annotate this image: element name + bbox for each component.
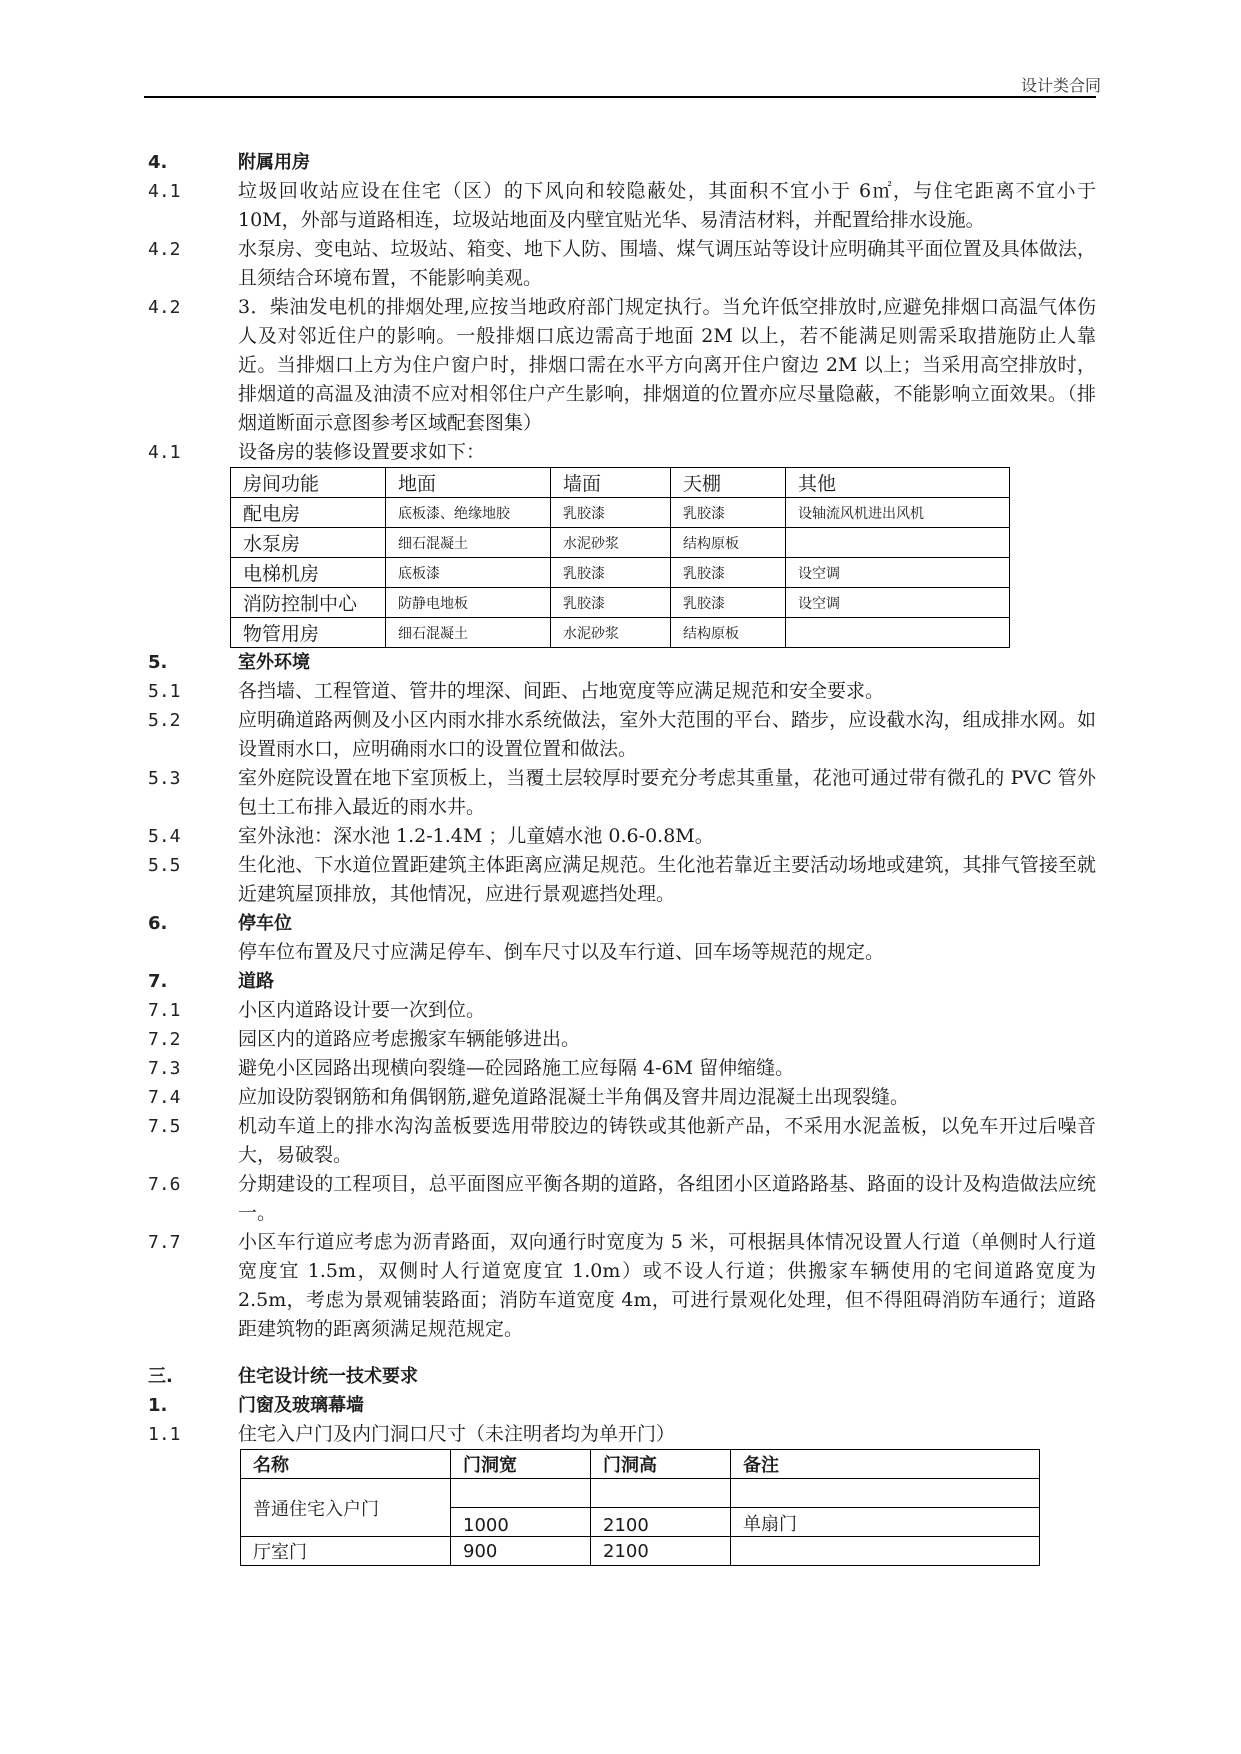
- table-header-cell: 房间功能: [231, 468, 386, 498]
- section-title: 道路: [238, 971, 274, 992]
- table-cell: 细石混凝土: [386, 528, 551, 558]
- clause-number: 1.1: [148, 1424, 181, 1445]
- clause-text: 住宅入户门及内门洞口尺寸（未注明者均为单开门）: [238, 1423, 676, 1445]
- table-cell: 水泵房: [231, 528, 386, 558]
- table-header-cell: 地面: [386, 468, 551, 498]
- clause-text: 室外庭院设置在地下室顶板上，当覆土层较厚时要充分考虑其重量，花池可通过带有微孔的 PVC 管外包土工布排入最近的雨水井。: [238, 767, 1096, 818]
- table-header-row: [241, 1450, 1040, 1479]
- clause: [148, 177, 1096, 235]
- table-cell-empty: [591, 1479, 731, 1508]
- clause-text: 室外泳池：深水池 1.2-1.4M ；儿童嬉水池 0.6-0.8M。: [238, 825, 714, 847]
- clause: [148, 1112, 1096, 1170]
- clause-text: 分期建设的工程项目，总平面图应平衡各期的道路，各组团小区道路路基、路面的设计及构造做法应统一。: [238, 1173, 1096, 1224]
- clause-text: 避免小区园路出现横向裂缝—砼园路施工应每隔 4-6M 留伸缩缝。: [238, 1057, 795, 1079]
- clause-text: 生化池、下水道位置距建筑主体距离应满足规范。生化池若靠近主要活动场地或建筑，其排气管接至就近建筑屋顶排放，其他情况，应进行景观遮挡处理。: [238, 854, 1096, 905]
- clause: [148, 235, 1096, 293]
- table-header-cell: 其他: [786, 468, 1010, 498]
- table-cell: 2100: [591, 1537, 731, 1566]
- table-row: [231, 618, 1010, 648]
- table-cell: 乳胶漆: [671, 588, 786, 618]
- section-heading: [148, 967, 1096, 996]
- clause-text: 小区车行道应考虑为沥青路面，双向通行时宽度为 5 米，可根据具体情况设置人行道（单侧时人行道宽度宜 1.5m，双侧时人行道宽度宜 1.0m）或不设人行道；供搬家车辆使用的宅间道路宽度为 2.5m，考虑为景观铺装路面；消防车道宽度 4m，可进行景观化处理，但不得阻碍消防车通行；道路距建筑物的距离须满足规范规定。: [238, 1231, 1096, 1340]
- table-cell: 乳胶漆: [671, 558, 786, 588]
- table-cell: 防静电地板: [386, 588, 551, 618]
- section-heading: [148, 148, 1096, 177]
- header-title: 设计类合同: [1020, 76, 1101, 95]
- table-cell: 乳胶漆: [671, 498, 786, 528]
- clause-text: 各挡墙、工程管道、管井的埋深、间距、占地宽度等应满足规范和安全要求。: [238, 680, 885, 702]
- table-row: [231, 498, 1010, 528]
- table-cell: 900: [451, 1537, 591, 1566]
- clause-number: 4.2: [148, 239, 181, 260]
- clause-number: 4.1: [148, 181, 181, 202]
- section-number: 1.: [148, 1395, 168, 1416]
- table-cell: 1000: [451, 1508, 591, 1537]
- table-cell: [786, 618, 1010, 648]
- equipment-room-table: [230, 467, 1010, 648]
- table-cell: 物管用房: [231, 618, 386, 648]
- clause: [148, 293, 1096, 438]
- table-cell: 厅室门: [241, 1537, 451, 1566]
- section-spacer: [148, 1344, 1096, 1362]
- clause-text: 停车位布置及尺寸应满足停车、倒车尺寸以及车行道、回车场等规范的规定。: [238, 941, 885, 963]
- section-number: 5.: [148, 652, 168, 673]
- table-header-cell: 天棚: [671, 468, 786, 498]
- clause-text: 设备房的装修设置要求如下：: [238, 441, 486, 463]
- table-cell-empty: [731, 1479, 1040, 1508]
- clause-number: 5.1: [148, 681, 181, 702]
- clause: [148, 938, 1096, 967]
- clause-number: 7.6: [148, 1174, 181, 1195]
- section-heading: [148, 909, 1096, 938]
- clause: [148, 1228, 1096, 1344]
- table-cell: 单扇门: [731, 1508, 1040, 1537]
- header-rule: [144, 96, 1096, 98]
- clause-number: 5.2: [148, 710, 181, 731]
- table-cell: 乳胶漆: [551, 588, 671, 618]
- table-header-cell: 备注: [731, 1450, 1040, 1479]
- clause-number: 7.5: [148, 1116, 181, 1137]
- clause: [148, 1170, 1096, 1228]
- section-title: 室外环境: [238, 652, 310, 673]
- table-row: [231, 528, 1010, 558]
- clause: [148, 438, 1096, 467]
- clause: [148, 764, 1096, 822]
- section-heading: [148, 648, 1096, 677]
- table-cell: 乳胶漆: [551, 558, 671, 588]
- clause-text: 机动车道上的排水沟沟盖板要选用带胶边的铸铁或其他新产品，不采用水泥盖板，以免车开过后噪音大，易破裂。: [238, 1115, 1096, 1166]
- clause-text: 应加设防裂钢筋和角偶钢筋,避免道路混凝土半角偶及窨井周边混凝土出现裂缝。: [238, 1086, 910, 1108]
- clause-text: 垃圾回收站应设在住宅（区）的下风向和较隐蔽处，其面积不宜小于 6㎡，与住宅距离不宜小于 10M，外部与道路相连，垃圾站地面及内壁宜贴光华、易清洁材料，并配置给排水设施。: [238, 180, 1096, 231]
- clause-number: 4.1: [148, 442, 181, 463]
- table-cell: [731, 1537, 1040, 1566]
- table-cell: [786, 528, 1010, 558]
- table-cell: 普通住宅入户门: [241, 1479, 451, 1537]
- table-header-cell: 墙面: [551, 468, 671, 498]
- clause-number: 5.5: [148, 855, 181, 876]
- chapter-title: 住宅设计统一技术要求: [238, 1366, 418, 1387]
- clause-text: 小区内道路设计要一次到位。: [238, 999, 486, 1021]
- table-cell: 2100: [591, 1508, 731, 1537]
- table-cell: 底板漆: [386, 558, 551, 588]
- table-header-cell: 门洞宽: [451, 1450, 591, 1479]
- table-cell: 底板漆、绝缘地胶: [386, 498, 551, 528]
- clause-number: 4.2: [148, 297, 181, 318]
- clause-text: 水泵房、变电站、垃圾站、箱变、地下人防、围墙、煤气调压站等设计应明确其平面位置及具体做法，且须结合环境布置，不能影响美观。: [238, 238, 1096, 289]
- clause-number: 7.2: [148, 1029, 181, 1050]
- clause-number: 7.3: [148, 1058, 181, 1079]
- table-cell: 水泥砂浆: [551, 618, 671, 648]
- clause-number: 7.7: [148, 1232, 181, 1253]
- door-size-table: [240, 1449, 1040, 1566]
- clause-text: 3．柴油发电机的排烟处理,应按当地政府部门规定执行。当允许低空排放时,应避免排烟口高温气体伤人及对邻近住户的影响。一般排烟口底边需高于地面 2M 以上，若不能满足则需采取措施防止人靠近。当排烟口上方为住户窗户时，排烟口需在水平方向离开住户窗边 2M 以上；当采用高空排放时，排烟道的高温及油渍不应对相邻住户产生影响，排烟道的位置亦应尽量隐蔽，不能影响立面效果。（排烟道断面示意图参考区域配套图集）: [238, 296, 1096, 434]
- section-heading: [148, 1391, 1096, 1420]
- clause: [148, 996, 1096, 1025]
- clause-number: 7.4: [148, 1087, 181, 1108]
- clause-text: 应明确道路两侧及小区内雨水排水系统做法，室外大范围的平台、踏步，应设截水沟，组成排水网。如设置雨水口，应明确雨水口的设置位置和做法。: [238, 709, 1096, 760]
- chapter-heading: [148, 1362, 1096, 1391]
- section-number: 7.: [148, 971, 168, 992]
- table-header-row: [231, 468, 1010, 498]
- clause: [148, 851, 1096, 909]
- table-row: [231, 588, 1010, 618]
- clause: [148, 706, 1096, 764]
- document-body: [148, 148, 1096, 1566]
- clause: [148, 677, 1096, 706]
- clause-number: 5.4: [148, 826, 181, 847]
- table-cell: 设轴流风机进出风机: [786, 498, 1010, 528]
- table-cell: 电梯机房: [231, 558, 386, 588]
- clause: [148, 1054, 1096, 1083]
- table-cell: 配电房: [231, 498, 386, 528]
- section-title: 附属用房: [238, 152, 310, 173]
- clause-text: 园区内的道路应考虑搬家车辆能够进出。: [238, 1028, 581, 1050]
- table-cell: 设空调: [786, 588, 1010, 618]
- table-cell: 消防控制中心: [231, 588, 386, 618]
- table-row: [241, 1479, 1040, 1508]
- table-cell: 乳胶漆: [551, 498, 671, 528]
- section-number: 4.: [148, 152, 168, 173]
- clause-number: 7.1: [148, 1000, 181, 1021]
- table-cell-empty: [451, 1479, 591, 1508]
- clause: [148, 1420, 1096, 1449]
- table-row: [241, 1537, 1040, 1566]
- table-cell: 设空调: [786, 558, 1010, 588]
- table-cell: 水泥砂浆: [551, 528, 671, 558]
- table-header-cell: 名称: [241, 1450, 451, 1479]
- table-cell: 结构原板: [671, 618, 786, 648]
- clause: [148, 1025, 1096, 1054]
- table-header-cell: 门洞高: [591, 1450, 731, 1479]
- table-cell: 细石混凝土: [386, 618, 551, 648]
- section-title: 门窗及玻璃幕墙: [238, 1395, 364, 1416]
- chapter-number: 三.: [148, 1366, 173, 1387]
- clause: [148, 822, 1096, 851]
- clause-number: 5.3: [148, 768, 181, 789]
- table-cell: 结构原板: [671, 528, 786, 558]
- section-title: 停车位: [238, 913, 292, 934]
- clause: [148, 1083, 1096, 1112]
- table-row: [231, 558, 1010, 588]
- section-number: 6.: [148, 913, 168, 934]
